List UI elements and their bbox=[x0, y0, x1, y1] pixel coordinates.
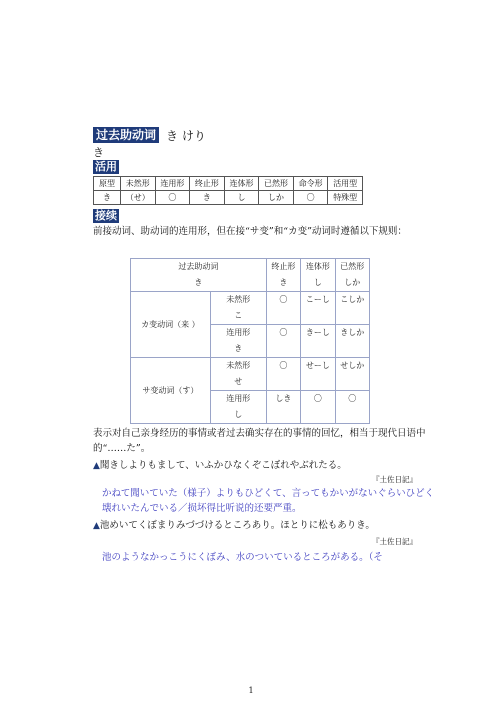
conn-cell: せしか bbox=[335, 358, 369, 391]
conj-value-cell: 特殊型 bbox=[328, 191, 363, 205]
example-1-source: 『土佐日記』 bbox=[372, 475, 417, 484]
example-2 bbox=[93, 519, 438, 533]
explanation-text: 表示对自己亲身经历的事情或者过去确实存在的事情的回忆，相当于现代日语中的“……た”。 bbox=[93, 428, 426, 454]
conj-value-cell: き bbox=[190, 191, 225, 205]
conn-cell: きーし bbox=[301, 325, 335, 358]
conn-cell: こーし bbox=[301, 292, 335, 325]
conn-cell: 〇 bbox=[266, 325, 300, 358]
subtitle: き bbox=[93, 146, 104, 159]
conj-header-cell: 连体形 bbox=[224, 177, 259, 191]
connection-table bbox=[130, 258, 370, 424]
conn-cell: 〇 bbox=[266, 358, 300, 391]
section-badge-katsuyou: 活用 bbox=[95, 160, 117, 173]
conj-header-cell: 终止形 bbox=[190, 177, 225, 191]
conn-header-text: 终止形 bbox=[271, 262, 296, 271]
conn-cell bbox=[210, 391, 266, 424]
conn-header-text: 连体形 bbox=[305, 262, 330, 271]
example-2-text: 池めいてくぼまりみづづけるところあり。ほとりに松もありき。 bbox=[99, 520, 375, 531]
example-1-text: 聞きしよりもまして、いふかひなくぞこぼれやぶれたる。 bbox=[99, 460, 347, 471]
conn-row-sa-1 bbox=[131, 358, 370, 391]
example-1 bbox=[93, 459, 438, 473]
conn-cell bbox=[210, 292, 266, 325]
conn-cell: 〇 bbox=[266, 292, 300, 325]
conn-header-cell bbox=[131, 259, 267, 292]
section-badge-setsuzoku: 接续 bbox=[95, 209, 117, 222]
conj-value-cell: 〇 bbox=[155, 191, 190, 205]
conn-cell bbox=[210, 358, 266, 391]
conj-value-cell: し bbox=[224, 191, 259, 205]
conn-header-row bbox=[131, 259, 370, 292]
page-number: 1 bbox=[248, 686, 254, 695]
conn-cell: こしか bbox=[335, 292, 369, 325]
example-2-translation: 池のようなかっこうにくぼみ、水のついているところがある。（そ bbox=[102, 552, 383, 563]
conn-cell bbox=[210, 325, 266, 358]
conj-value-cell: （せ） bbox=[121, 191, 156, 205]
conn-cell-text: こ bbox=[234, 311, 243, 320]
conn-header-cell bbox=[335, 259, 369, 292]
conj-header-cell: 活用型 bbox=[328, 177, 363, 191]
conn-cell: せーし bbox=[301, 358, 335, 391]
conj-value-cell: 〇 bbox=[293, 191, 328, 205]
conj-header-cell: 连用形 bbox=[155, 177, 190, 191]
conn-cell: きしか bbox=[335, 325, 369, 358]
conjugation-table bbox=[93, 176, 363, 205]
page-title bbox=[93, 127, 206, 143]
title-text: き けり bbox=[166, 128, 206, 143]
example-2-source: 『土佐日記』 bbox=[372, 537, 417, 546]
conn-cell: しき bbox=[266, 391, 300, 424]
conn-cell: 〇 bbox=[335, 391, 369, 424]
conn-cell-text: 未然形 bbox=[226, 361, 251, 370]
connection-rule-text: 前接动词、助动词的连用形，但在接“サ变”和“カ变”动词时遵循以下规则： bbox=[93, 226, 407, 237]
conn-sa-label: サ变动词（す） bbox=[131, 358, 211, 424]
conj-header-cell: 命令形 bbox=[293, 177, 328, 191]
conj-value-cell: しか bbox=[259, 191, 294, 205]
conn-header-text: しか bbox=[344, 278, 361, 287]
conj-value-cell: き bbox=[94, 191, 121, 205]
conn-header-cell bbox=[301, 259, 335, 292]
conn-header-cell bbox=[266, 259, 300, 292]
conjugation-header-row bbox=[94, 177, 363, 191]
conn-cell: 〇 bbox=[301, 391, 335, 424]
conn-cell-text: 连用形 bbox=[226, 394, 251, 403]
conn-cell-text: し bbox=[234, 410, 243, 419]
triangle-bullet-icon: ▲ bbox=[93, 521, 100, 531]
conj-header-cell: 已然形 bbox=[259, 177, 294, 191]
conn-header-text: し bbox=[313, 278, 322, 287]
conj-header-cell: 未然形 bbox=[121, 177, 156, 191]
conn-cell-text: 连用形 bbox=[226, 328, 251, 337]
conn-header-text: き bbox=[279, 278, 288, 287]
conj-header-cell: 原型 bbox=[94, 177, 121, 191]
conn-ka-label: カ变动词（来 ） bbox=[131, 292, 211, 358]
conn-cell-text: 未然形 bbox=[226, 295, 251, 304]
conn-cell-text: き bbox=[234, 344, 243, 353]
example-1-translation: かねて聞いていた（様子）よりもひどくて、言ってもかいがないぐらいひどく壊れいたんでいる／损坏得比听说的还要严重。 bbox=[102, 488, 435, 514]
triangle-bullet-icon: ▲ bbox=[93, 461, 100, 471]
conn-cell-text: せ bbox=[234, 377, 243, 386]
conjugation-value-row bbox=[94, 191, 363, 205]
conn-header-text: 过去助动词 bbox=[178, 262, 219, 271]
conn-header-text: 已然形 bbox=[340, 262, 365, 271]
title-badge: 过去助动词 bbox=[93, 127, 159, 143]
conn-header-text: き bbox=[194, 278, 203, 287]
conn-row-ka-1 bbox=[131, 292, 370, 325]
